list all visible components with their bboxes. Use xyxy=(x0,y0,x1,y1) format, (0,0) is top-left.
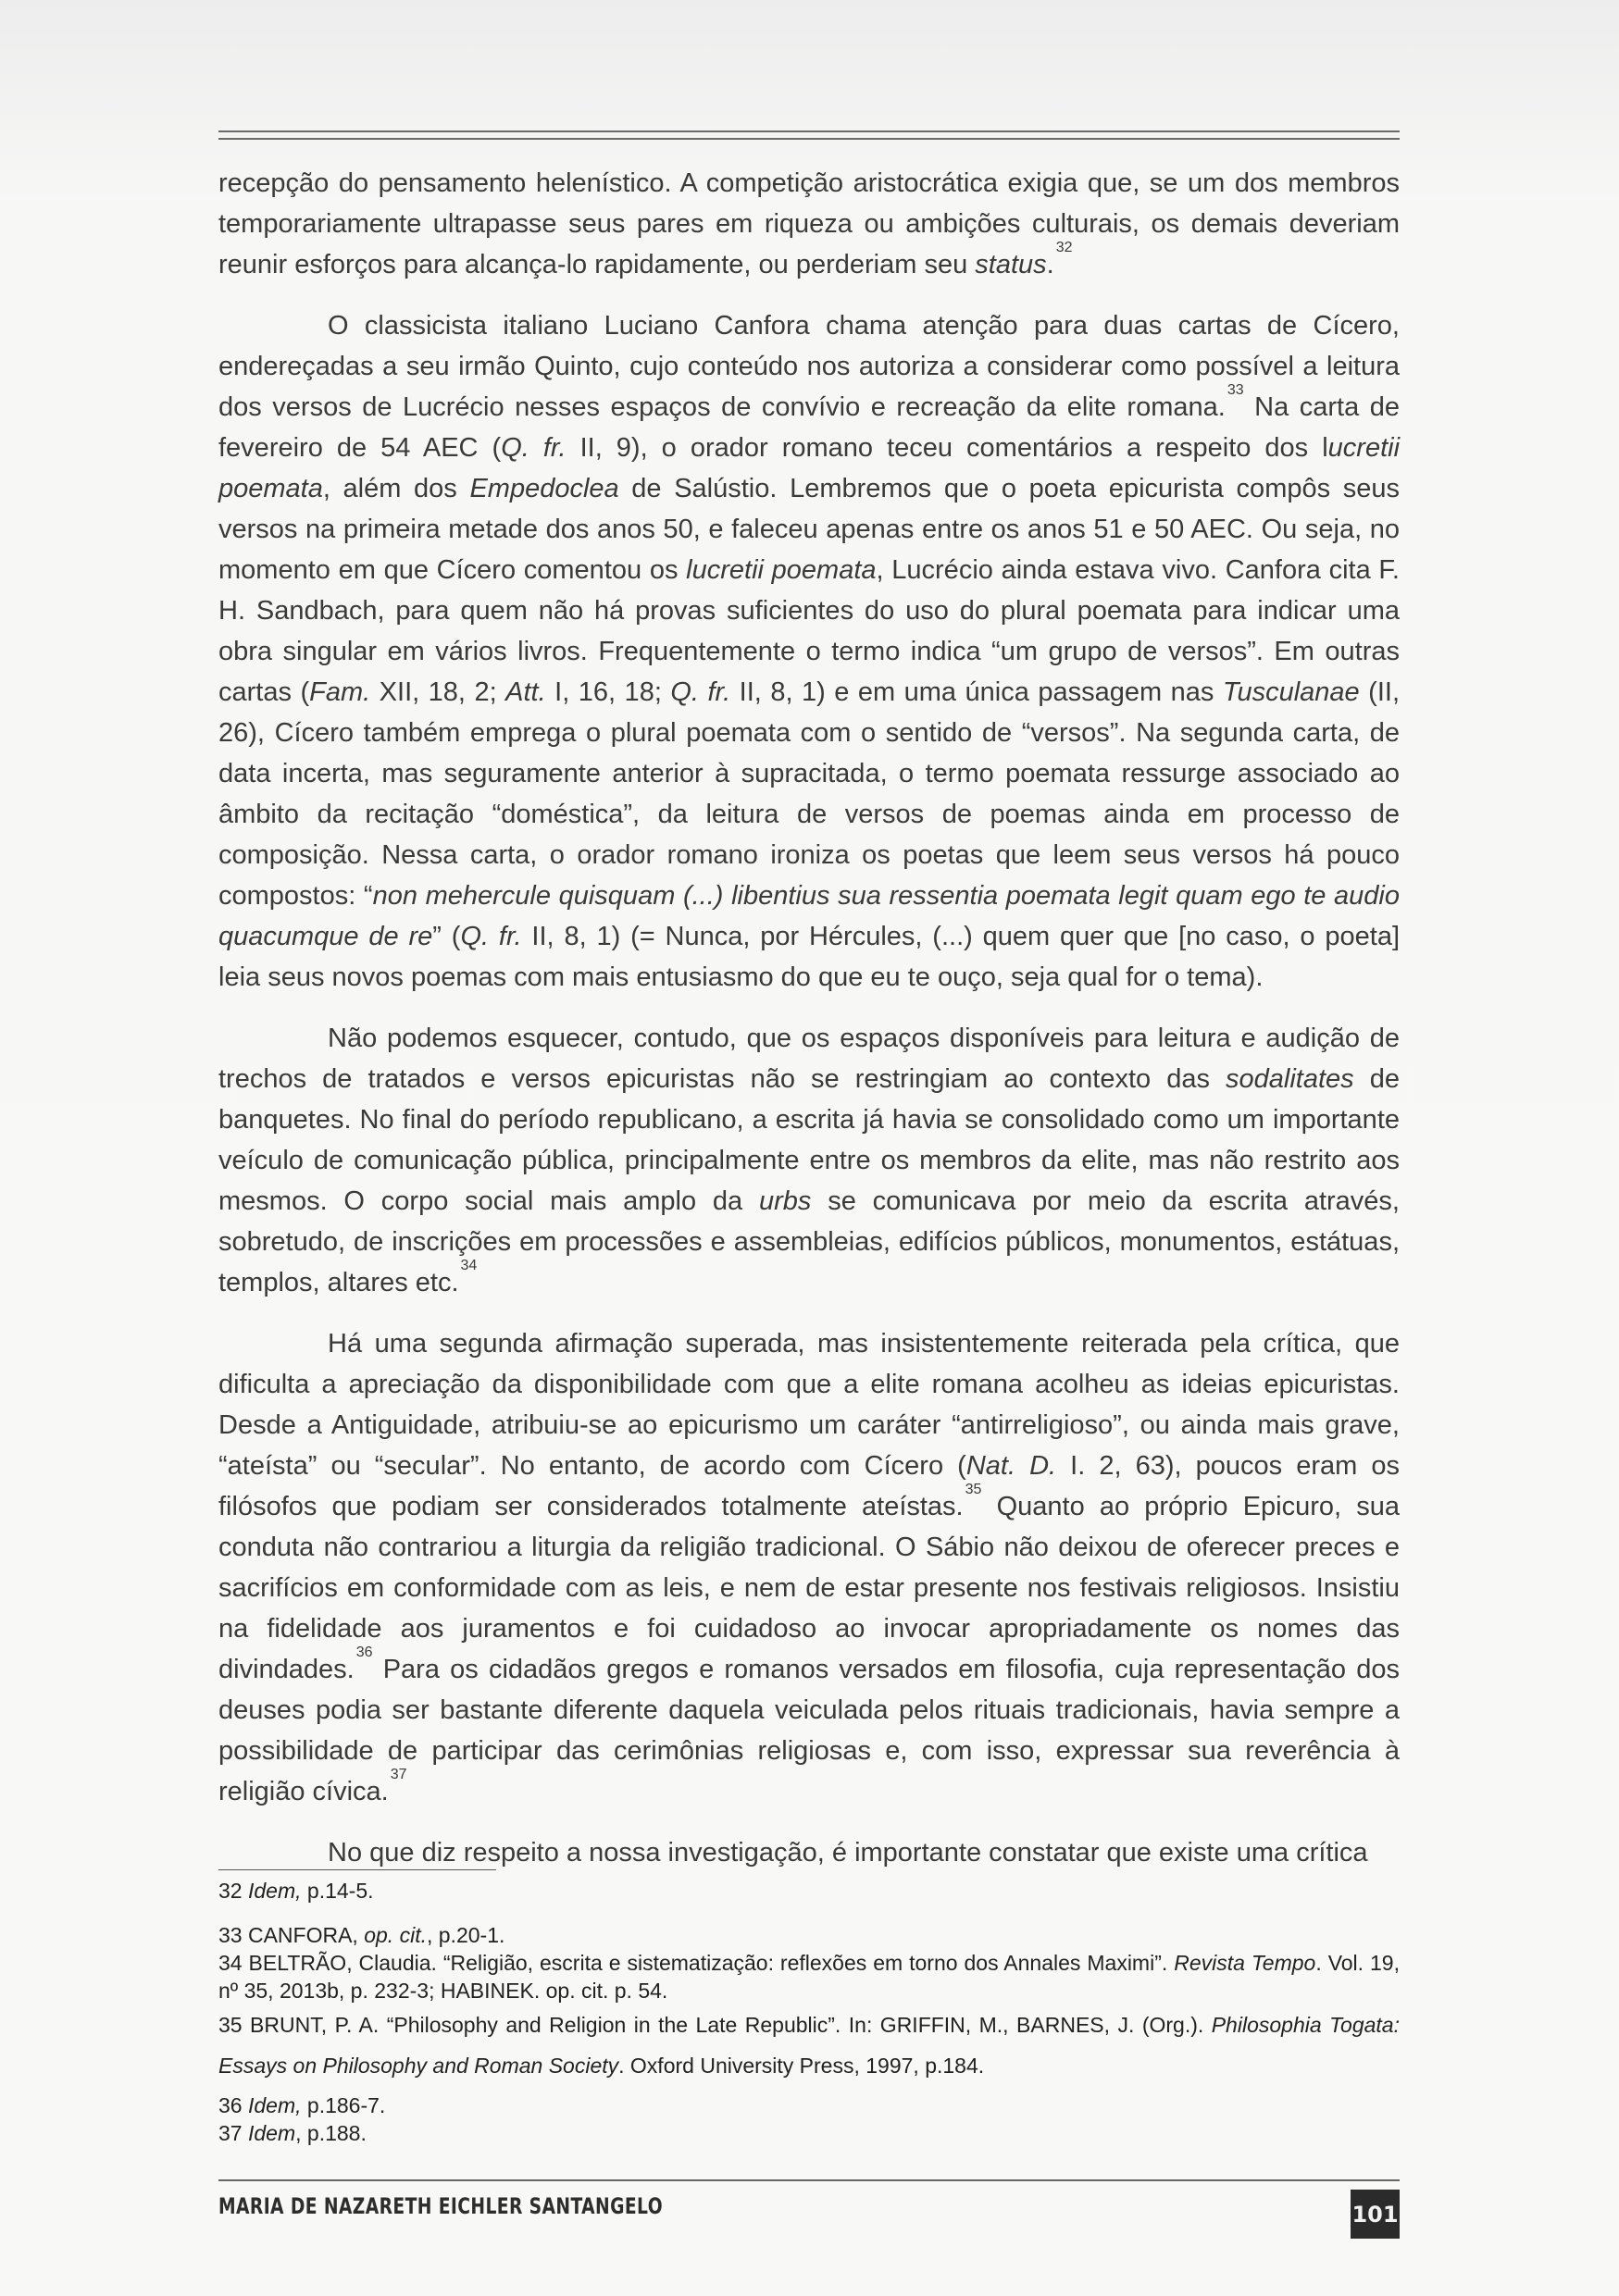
footnote-separator xyxy=(218,1869,496,1870)
footnote-text: 32 xyxy=(218,1879,248,1903)
footnote-text: 33 CANFORA, xyxy=(218,1923,365,1947)
header-rule-2 xyxy=(218,138,1400,140)
italic-term: Q. fr. xyxy=(460,922,522,951)
footnote-37 xyxy=(218,2119,1400,2147)
text-run: I. 2, 63), poucos eram os filósofos que podiam ser considerados totalmente ateístas. xyxy=(218,1451,1400,1521)
text-run: II, 8, 1) e em uma única passagem nas xyxy=(730,677,1223,707)
italic-term: Q. fr. xyxy=(670,677,731,707)
footnote-italic: Revista Tempo xyxy=(1174,1951,1316,1975)
footnote-36 xyxy=(218,2091,1400,2119)
text-run: , Lucrécio ainda estava vivo. Canfora cita F. H. Sandbach, para quem não há provas suficientes do uso do plural poemata para indicar uma obra singular em vários livros. Frequentemente o termo indica “um grupo de versos”. Em outras cartas ( xyxy=(218,555,1400,707)
text-run: ” ( xyxy=(432,922,461,951)
italic-term: status xyxy=(975,250,1047,279)
footnote-35 xyxy=(218,2004,1400,2086)
text-run: XII, 18, 2; xyxy=(370,677,506,707)
footer-author: MARIA DE NAZARETH EICHLER SANTANGELO xyxy=(218,2193,664,2219)
paragraph-2 xyxy=(218,305,1400,998)
footnote-text: 34 BELTRÃO, Claudia. “Religião, escrita e sistematização: reflexões em torno dos Annales Maximi”. xyxy=(218,1951,1175,1975)
footer-rule xyxy=(218,2179,1400,2181)
latin-quote: non mehercule quisquam (...) libentius sua ressentia poemata legit quam ego te audio quacumque de re xyxy=(218,881,1401,951)
main-text xyxy=(218,163,1400,1893)
text-run: Não podemos esquecer, contudo, que os espaços disponíveis para leitura e audição de trechos de tratados e versos epicuristas não se restringiam ao contexto das xyxy=(218,1024,1400,1094)
footnote-italic: Idem, xyxy=(247,2093,302,2117)
text-run: se comunicava por meio da escrita através, sobretudo, de inscrições em processões e assembleias, edifícios públicos, monumentos, estátuas, templos, altares etc. xyxy=(218,1186,1400,1297)
footnote-text: . Vol. 19, nº 35, 2013b, p. 232-3; HABINEK. op. cit. p. 54. xyxy=(218,1951,1400,2003)
footnote-text: 37 xyxy=(218,2121,248,2145)
text-run: . xyxy=(1046,250,1054,279)
footnote-text: p.14-5. xyxy=(301,1879,374,1903)
page-number: 101 xyxy=(1351,2190,1400,2239)
footnote-text: 36 xyxy=(218,2093,248,2117)
header-rule-1 xyxy=(218,130,1400,132)
footnote-32 xyxy=(218,1877,1400,1905)
italic-term: Fam. xyxy=(309,677,371,707)
italic-term: sodalitates xyxy=(1226,1064,1354,1094)
footnote-ref-32[interactable]: 32 xyxy=(1055,240,1073,255)
text-run: No que diz respeito a nossa investigação, é importante constatar que existe uma crítica xyxy=(328,1838,1368,1868)
text-run: Na carta de fevereiro de 54 AEC ( xyxy=(218,392,1400,463)
footnote-italic: Idem, xyxy=(247,1879,302,1903)
paragraph-4 xyxy=(218,1323,1400,1812)
footnote-text: 35 BRUNT, P. A. “Philosophy and Religion in the Late Republic”. In: GRIFFIN, M., BARNES, J. (Org.). xyxy=(218,2013,1212,2037)
text-run: recepção do pensamento helenístico. A competição aristocrática exigia que, se um dos membros temporariamente ultrapasse seus pares em riqueza ou ambições culturais, os demais deveriam reunir esforços para alcança-lo rapidamente, ou perderiam seu xyxy=(218,168,1400,279)
text-run: II, 9), o orador romano teceu comentários a respeito dos l xyxy=(566,433,1328,463)
footnote-ref-37[interactable]: 37 xyxy=(390,1767,407,1782)
paragraph-3 xyxy=(218,1018,1400,1303)
text-run: (II, 26), Cícero também emprega o plural poemata com o sentido de “versos”. Na segunda carta, de data incerta, mas seguramente anterior à supracitada, o termo poemata ressurge associado ao âmbito da recitação “doméstica”, da leitura de versos de poemas ainda em processo de composição. Nessa carta, o orador romano ironiza os poetas que leem seus versos há pouco compostos: “ xyxy=(218,677,1401,911)
text-run: Há uma segunda afirmação superada, mas insistentemente reiterada pela crítica, que dificulta a apreciação da disponibilidade com que a elite romana acolheu as ideias epicuristas. Desde a Antiguidade, atribuiu-se ao epicurismo um caráter “antirreligioso”, ou ainda mais grave, “ateísta” ou “secular”. No entanto, de acordo com Cícero ( xyxy=(218,1329,1400,1481)
footnote-ref-34[interactable]: 34 xyxy=(460,1258,478,1273)
italic-term: Tusculanae xyxy=(1222,677,1360,707)
footnote-ref-36[interactable]: 36 xyxy=(355,1644,373,1660)
text-run: O classicista italiano Luciano Canfora chama atenção para duas cartas de Cícero, endereçadas a seu irmão Quinto, cujo conteúdo nos autoriza a considerar como possível a leitura dos versos de Lucrécio nesses espaços de convívio e recreação da elite romana. xyxy=(218,311,1400,422)
text-run: Para os cidadãos gregos e romanos versados em filosofia, cuja representação dos deuses podia ser bastante diferente daquela veiculada pelos rituais tradicionais, havia sempre a possibilidade de participar das cerimônias religiosas e, com isso, expressar sua reverência à religião cívica. xyxy=(218,1655,1400,1806)
text-run: Quanto ao próprio Epicuro, sua conduta não contrariou a liturgia da religião tradicional. O Sábio não deixou de oferecer preces e sacrifícios em conformidade com as leis, e nem de estar presente nos festivais religiosos. Insistiu na fidelidade aos juramentos e foi cuidadoso ao invocar apropriadamente os nomes das divindades. xyxy=(218,1492,1400,1684)
footnotes xyxy=(218,1877,1400,2147)
footnote-text: , p.188. xyxy=(295,2121,367,2145)
text-run: II, 8, 1) (= Nunca, por Hércules, (...) quem quer que [no caso, o poeta] leia seus novos poemas com mais entusiasmo do que eu te ouço, seja qual for o tema). xyxy=(218,922,1401,992)
text-run: de Salústio. Lembremos que o poeta epicurista compôs seus versos na primeira metade dos anos 50, e faleceu apenas entre os anos 51 e 50 AEC. Ou seja, no momento em que Cícero comentou os xyxy=(218,474,1400,585)
footnote-text: . Oxford University Press, 1997, p.184. xyxy=(618,2054,985,2078)
footnote-33 xyxy=(218,1921,1400,1949)
footnote-italic: Philosophia Togata: Essays on Philosophy and Roman Society xyxy=(218,2013,1400,2078)
footnote-italic: Idem xyxy=(247,2121,296,2145)
footnote-text: , p.20-1. xyxy=(426,1923,505,1947)
footnote-ref-35[interactable]: 35 xyxy=(965,1482,982,1497)
italic-term: Empedoclea xyxy=(469,474,619,503)
italic-term: ucretii poemata xyxy=(218,433,1401,503)
footnote-italic: op. cit. xyxy=(364,1923,427,1947)
paragraph-1 xyxy=(218,163,1400,285)
text-run: de banquetes. No final do período republicano, a escrita já havia se consolidado como um importante veículo de comunicação pública, principalmente entre os membros da elite, mas não restrito aos mesmos. O corpo social mais amplo da xyxy=(218,1064,1400,1216)
italic-term: urbs xyxy=(758,1186,812,1216)
footnote-34 xyxy=(218,1949,1400,2004)
italic-term: Q. fr. xyxy=(501,433,567,463)
italic-term: Att. xyxy=(505,677,546,707)
paragraph-5 xyxy=(218,1832,1400,1873)
text-run: , além dos xyxy=(322,474,470,503)
footnote-text: p.186-7. xyxy=(301,2093,386,2117)
text-run: I, 16, 18; xyxy=(545,677,671,707)
italic-term: Nat. D. xyxy=(965,1451,1057,1481)
italic-term: lucretii poemata xyxy=(686,555,877,585)
footnote-ref-33[interactable]: 33 xyxy=(1227,382,1244,398)
